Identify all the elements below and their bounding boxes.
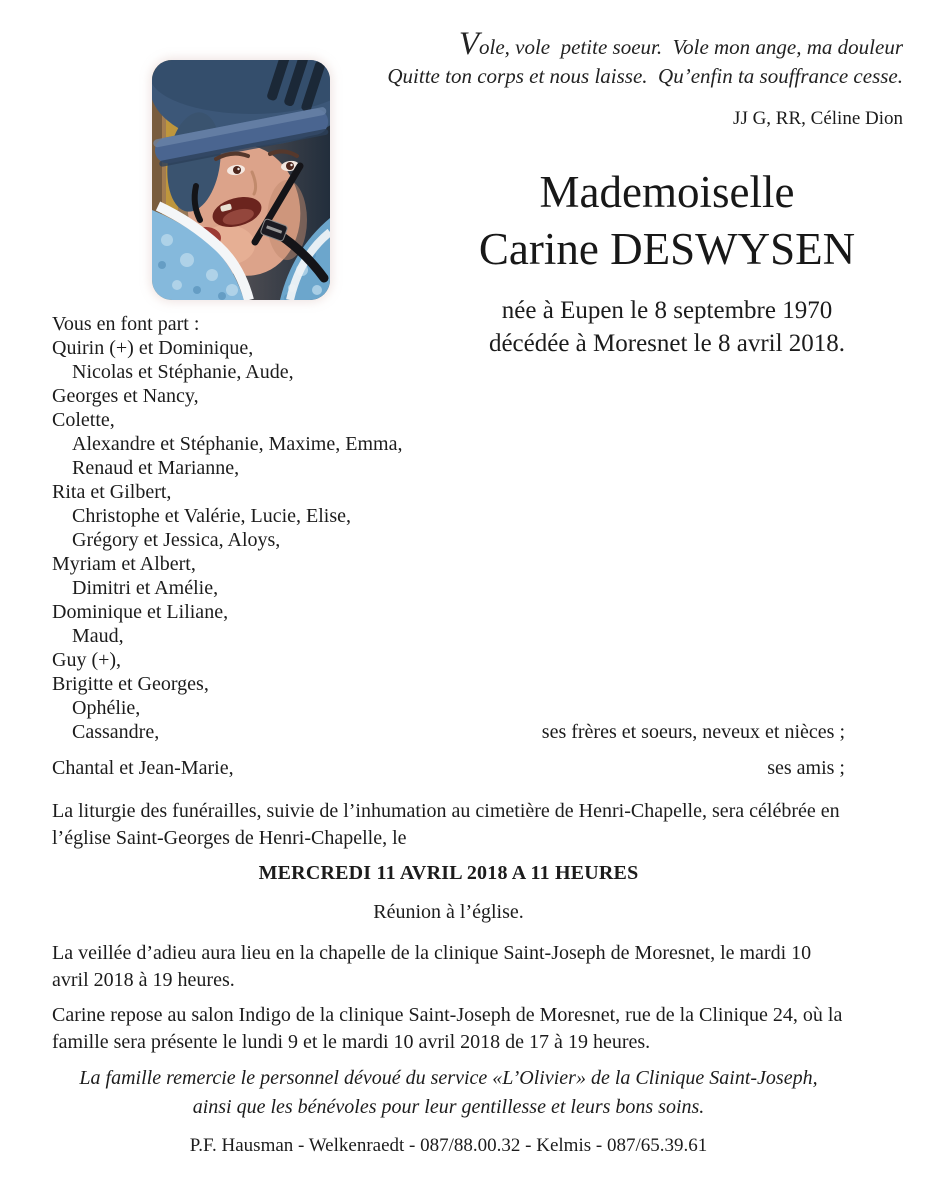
epigraph-line-2: Quitte ton corps et nous laisse. Qu’enfin ta souffrance cesse.: [387, 64, 903, 88]
family-line: Rita et Gilbert,: [52, 481, 172, 503]
family-line: Myriam et Albert,: [52, 553, 196, 575]
family-list: [52, 336, 845, 720]
portrait-photo: [152, 60, 330, 300]
family-line: Brigitte et Georges,: [52, 673, 209, 695]
thanks-line-2: ainsi que les bénévoles pour leur gentillesse et leurs bons soins.: [192, 1096, 705, 1118]
thanks-paragraph: [52, 1064, 845, 1122]
family-line: Dimitri et Amélie,: [72, 577, 219, 599]
repose-paragraph: Carine repose au salon Indigo de la clinique Saint-Joseph de Moresnet, rue de la Clinique 24, où la famille sera présente le lundi 9 et le mardi 10 avril 2018 de 17 à 19 heures.: [52, 1004, 843, 1053]
epigraph-attribution: JJ G, RR, Céline Dion: [733, 108, 903, 129]
family-line: Georges et Nancy,: [52, 385, 199, 407]
family-line: Colette,: [52, 409, 115, 431]
siblings-label: ses frères et soeurs, neveux et nièces ;: [541, 721, 845, 743]
family-line: Alexandre et Stéphanie, Maxime, Emma,: [72, 433, 403, 455]
vigil-paragraph: La veillée d’adieu aura lieu en la chapelle de la clinique Saint-Joseph de Moresnet, le mardi 10 avril 2018 à 19 heures.: [52, 942, 812, 991]
funeral-home-contact: P.F. Hausman - Welkenraedt - 087/88.00.32 - Kelmis - 087/65.39.61: [189, 1135, 708, 1156]
meeting-line: Réunion à l’église.: [373, 901, 524, 923]
family-line: Nicolas et Stéphanie, Aude,: [72, 361, 294, 383]
epigraph-line-1: [383, 26, 903, 62]
family-line: Cassandre,: [72, 721, 160, 743]
family-line: Quirin (+) et Dominique,: [52, 337, 254, 359]
friends-row: [52, 756, 845, 780]
family-line: Chantal et Jean-Marie,: [52, 757, 234, 779]
family-line: Dominique et Liliane,: [52, 601, 229, 623]
siblings-row: [52, 720, 845, 744]
family-line: Christophe et Valérie, Lucie, Elise,: [72, 505, 351, 527]
friends-label: ses amis ;: [767, 757, 845, 779]
epigraph: [383, 26, 903, 133]
thanks-line-1: La famille remercie le personnel dévoué du service «L’Olivier» de la Clinique Saint-Joseph,: [79, 1067, 818, 1089]
intro-line: Vous en font part :: [52, 313, 200, 335]
deceased-name: Carine DESWYSEN: [478, 224, 856, 274]
ceremony-date-line: MERCREDI 11 AVRIL 2018 A 11 HEURES: [258, 862, 639, 884]
family-line: Renaud et Marianne,: [72, 457, 240, 479]
family-line: Guy (+),: [52, 649, 122, 671]
family-line: Maud,: [72, 625, 124, 647]
family-line: Ophélie,: [72, 697, 141, 719]
epigraph-initial: V: [458, 26, 479, 62]
death-line: décédée à Moresnet le 8 avril 2018.: [488, 330, 846, 357]
birth-line: née à Eupen le 8 septembre 1970: [501, 297, 833, 324]
portrait-photo-illustration: [152, 60, 330, 300]
family-line: Grégory et Jessica, Aloys,: [72, 529, 281, 551]
epigraph-line-1-text: ole, vole petite soeur. Vole mon ange, ma douleur: [479, 35, 903, 59]
liturgy-paragraph: La liturgie des funérailles, suivie de l’inhumation au cimetière de Henri-Chapelle, sera célébrée en l’église Saint-Georges de Henri-Chapelle, le: [52, 800, 840, 849]
announcement-body: [52, 312, 845, 1158]
deceased-honorific: Mademoiselle: [539, 167, 795, 217]
